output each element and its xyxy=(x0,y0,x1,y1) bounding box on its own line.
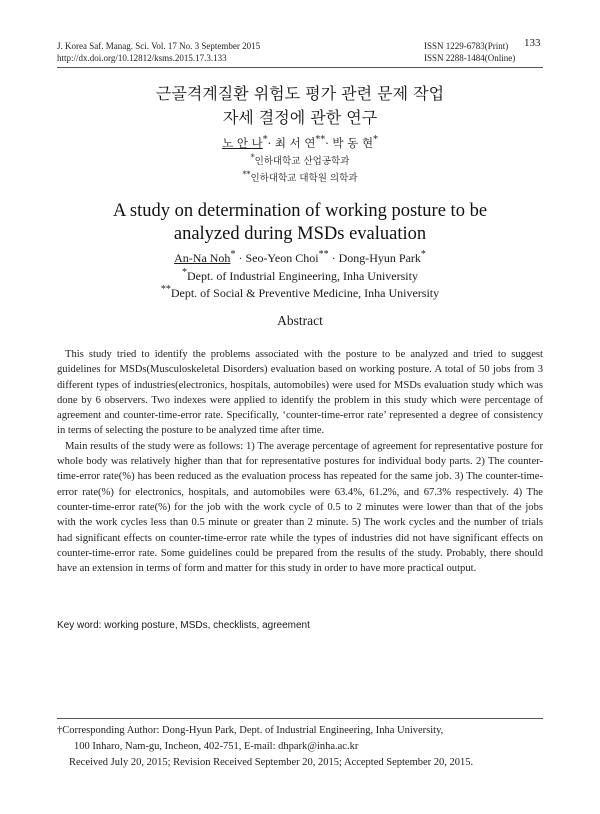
corresponding-author-line-2: 100 Inharo, Nam-gu, Incheon, 402-751, E-mail: dhpark@inha.ac.kr xyxy=(74,741,359,752)
header-rule xyxy=(57,67,543,68)
affiliation-text: Dept. of Industrial Engineering, Inha University xyxy=(187,269,418,283)
running-header-left xyxy=(57,40,260,64)
author-mark: * xyxy=(420,249,426,260)
abstract-heading: Abstract xyxy=(277,313,323,328)
doi-link[interactable]: http://dx.doi.org/10.12812/ksms.2015.17.3.133 xyxy=(57,53,227,63)
abstract-paragraph-1: This study tried to identify the problems associated with the posture to be analyzed and tried to suggest guidelines for MSDs(Musculoskeletal Disorders) evaluation based on working posture. A total of 50 jobs from 3 different types of industries(electronics, hospitals, automobiles) were used for MSDs evaluation study which was done by 6 observers. Two indexes were applied to identify the problem in this study which were percentage of agreement and counter-time-error rate. Specifically, ‘counter-time-error rate’ represented a degree of consistency in terms of selecting the posture to be analyzed time after time. xyxy=(57,349,543,437)
affiliation-text: Dept. of Social & Preventive Medicine, Inha University xyxy=(170,286,440,300)
issn-print: ISSN 1229-6783(Print) xyxy=(424,41,509,51)
journal-citation: J. Korea Saf. Manag. Sci. Vol. 17 No. 3 September 2015 xyxy=(57,41,261,51)
author-separator: · xyxy=(267,135,272,150)
author-separator: · xyxy=(331,251,336,265)
english-title-line-1: A study on determination of working posture to be xyxy=(112,201,488,221)
affiliation-mark: * xyxy=(182,267,188,278)
author-mark: ** xyxy=(318,249,329,260)
author-separator: · xyxy=(325,135,329,150)
received-dates: Received July 20, 2015; Revision Received September 20, 2015; Accepted September 20, 2015. xyxy=(69,757,474,768)
affiliation-text: 인하대학교 산업공학과 xyxy=(254,156,350,168)
corresponding-author-line-1: †Corresponding Author: Dong-Hyun Park, Dept. of Industrial Engineering, Inha University, xyxy=(57,725,444,736)
english-authors xyxy=(40,247,560,266)
korean-author-name: 최 서 연 xyxy=(274,135,316,150)
korean-author-name: 노 안 나 xyxy=(222,135,263,150)
korean-affiliation-1 xyxy=(40,151,560,168)
issn-online: ISSN 2288-1484(Online) xyxy=(424,53,516,63)
abstract-paragraph-2: Main results of the study were as follows: 1) The average percentage of agreement for representative posture for whole body was relatively higher than that for representative postures for individual body parts. 2) The counter-time-error rate(%) has been reduced as the evaluation process has repeated for the same job. 3) The counter-time-error rate(%) for electronics, hospitals, and automobiles were 63.4%, 61.2%, and 67.3% respectively. 4) The counter-time-error rate(%) for the job with the work cycle of 0.5 to 2 minutes were lower than that of the jobs with the work cycles less than 0.5 minute or greater than 2 minute. 5) The work cycles and the number of trials had significant effects on counter-time-error rate while the types of industries did not have significant effects on counter-time-error rate. Some guidelines could be prepared from the results of the study. Probably, there should have an extension in terms of form and matter for this study in order to have more practical output. xyxy=(57,440,543,575)
page-number: 133 xyxy=(524,37,541,49)
english-author-name: Dong-Hyun Park xyxy=(338,251,421,265)
english-affiliation-2 xyxy=(40,282,560,301)
affiliation-mark: ** xyxy=(160,284,171,295)
author-mark: * xyxy=(230,249,236,260)
abstract-body xyxy=(57,347,543,576)
korean-title-line-2: 자세 결정에 관한 연구 xyxy=(222,108,378,127)
affiliation-text: 인하대학교 대학원 의학과 xyxy=(250,173,358,185)
author-mark: * xyxy=(262,134,268,145)
author-separator: · xyxy=(238,251,243,265)
korean-title-line-1: 근골격계질환 위험도 평가 관련 문제 작업 xyxy=(155,84,445,103)
english-author-name: An-Na Noh xyxy=(174,251,231,265)
running-header-right xyxy=(424,40,515,64)
korean-author-name: 박 동 현 xyxy=(332,135,374,150)
keywords: Key word: working posture, MSDs, checklists, agreement xyxy=(57,620,310,631)
korean-authors xyxy=(40,133,560,150)
korean-affiliation-2 xyxy=(40,168,560,185)
affiliation-mark: * xyxy=(250,153,255,162)
english-title-line-2: analyzed during MSDs evaluation xyxy=(173,224,427,244)
english-author-name: Seo-Yeon Choi xyxy=(245,251,319,265)
footnote-rule xyxy=(57,718,543,719)
affiliation-mark: ** xyxy=(242,170,251,179)
author-mark: ** xyxy=(315,134,326,145)
author-mark: * xyxy=(373,134,378,145)
